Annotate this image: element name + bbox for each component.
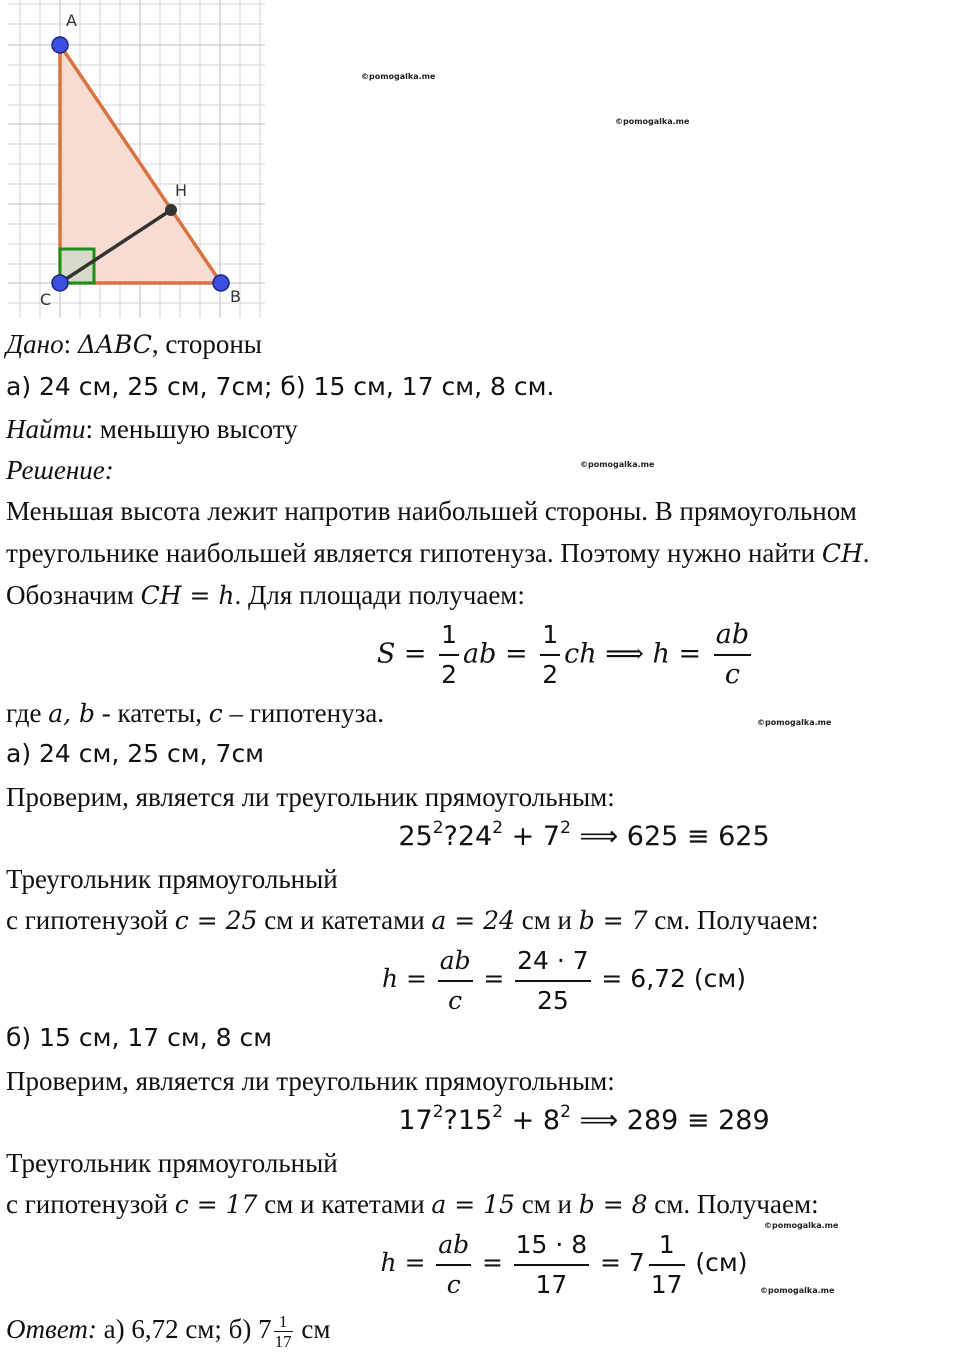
answer-label: Ответ: [6, 1314, 97, 1344]
part-a-header: а) 24 см, 25 см, 7см [6, 739, 265, 768]
part-b-conclusion: Треугольник прямоугольный [6, 1148, 338, 1178]
ch-eq-h: CH = h [140, 581, 235, 610]
solution-label: Решение: [6, 455, 114, 485]
paragraph-1: Меньшая высота лежит напротив наибольшей стороны. В прямоугольном [6, 496, 857, 526]
part-a-conclusion: Треугольник прямоугольный [6, 864, 338, 894]
part-a-check: Проверим, является ли треугольник прямоугольным: [6, 782, 615, 812]
ch-math: CH [821, 539, 863, 568]
label-a: A [66, 11, 77, 30]
watermark: ©pomogalka.me [615, 117, 690, 126]
part-b-check: Проверим, является ли треугольник прямоугольным: [6, 1066, 615, 1096]
part-b-pythagoras: $17^2?15^2 + 8^2$ ⟹ 289 ≡ 289 [398, 1102, 770, 1136]
watermark: ©pomogalka.me [764, 1221, 839, 1230]
where-line: где a, b - катеты, c – гипотенуза. [6, 698, 384, 728]
given-rest: , стороны [151, 329, 262, 359]
sides-line: а) 24 см, 25 см, 7см; б) 15 см, 17 см, 8 см. [6, 372, 555, 401]
find-rest: : меньшую высоту [85, 414, 298, 444]
watermark: ©pomogalka.me [760, 1286, 835, 1295]
label-h: H [175, 181, 188, 200]
point-b [213, 275, 229, 291]
part-b-legs: с гипотенузой c = 17 см и катетами a = 15 см и b = 8 см. Получаем: [6, 1189, 819, 1219]
paragraph-2: треугольнике наибольшей является гипотенуза. Поэтому нужно найти CH. [6, 538, 870, 568]
label-c: C [40, 290, 52, 309]
watermark: ©pomogalka.me [580, 460, 655, 469]
label-b: B [230, 287, 241, 306]
point-h [165, 204, 177, 216]
watermark: ©pomogalka.me [361, 72, 436, 81]
find-label: Найти [6, 414, 86, 444]
part-a-calc: h = $\frac{ab}{c}$ = $\frac{24 \cdot 7}{25}$ = 6,72 (см) [84, 942, 960, 1020]
area-formula: S = $\frac{1}{2}$ ab = $\frac{1}{2}$ ch ⟹ h = $\frac{ab}{c}$ [86, 616, 960, 694]
part-a-pythagoras: $25^2?24^2 + 7^2$ ⟹ 625 ≡ 625 [398, 818, 770, 852]
given-line: Дано: ΔABC, стороны [6, 329, 262, 359]
find-line [6, 412, 298, 446]
triangle-name: ΔABC [77, 330, 152, 359]
point-a [52, 37, 68, 53]
part-b-calc: h = $\frac{ab}{c}$ = $\frac{15 \cdot 8}{17}$ = 7 $\frac{1}{17}$ (см) [84, 1226, 960, 1304]
part-a-legs: с гипотенузой c = 25 см и катетами a = 24 см и b = 7 см. Получаем: [6, 905, 819, 935]
watermark: ©pomogalka.me [757, 718, 832, 727]
triangle-figure [0, 0, 265, 318]
given-label: Дано [6, 329, 64, 359]
paragraph-3: Обозначим CH = h. Для площади получаем: [6, 580, 525, 610]
part-b-header: б) 15 см, 17 см, 8 см [6, 1023, 273, 1052]
answer-line: Ответ: а) 6,72 см; б) 7 $\frac{1}{17}$ см [6, 1312, 331, 1352]
point-c [52, 275, 68, 291]
